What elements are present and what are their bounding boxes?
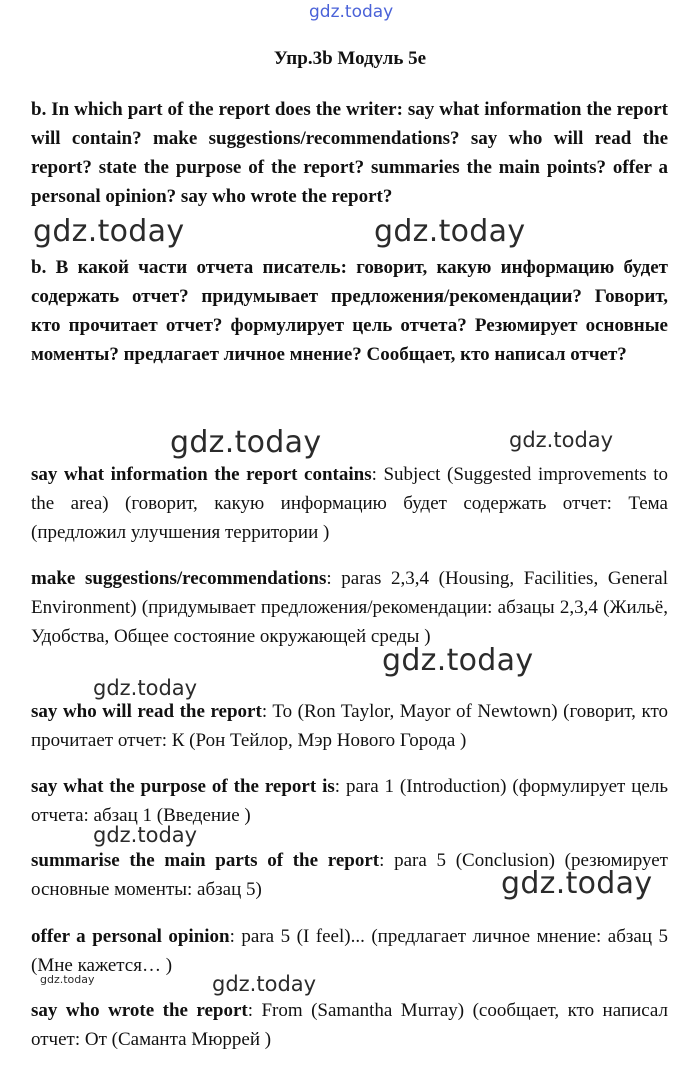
answer-item bbox=[31, 996, 668, 1054]
page-title: Упр.3b Модуль 5е bbox=[273, 48, 427, 69]
answer-text: : To (Ron Taylor, Mayor of Newtown) (говорит, кто прочитает отчет: К (Рон Тейлор, Мэр Нового Города ) bbox=[31, 701, 668, 751]
answer-text: : para 1 (Introduction) (формулирует цель отчета: абзац 1 (Введение ) bbox=[31, 776, 668, 826]
answer-item bbox=[31, 922, 668, 980]
watermark: gdz.today bbox=[501, 866, 653, 901]
watermark: gdz.today bbox=[374, 214, 526, 249]
answer-text: : para 5 (Conclusion) (резюмирует основные моменты: абзац 5) bbox=[31, 850, 668, 900]
answer-term: say what information the report contains bbox=[31, 464, 372, 485]
answer-item bbox=[31, 697, 668, 755]
watermark: gdz.today bbox=[509, 428, 614, 452]
answer-text: : Subject (Suggested improvements to the area) (говорит, какую информацию будет содержать отчет: Тема (предложил улучшения территории ) bbox=[31, 464, 669, 543]
watermark: gdz.today bbox=[93, 823, 198, 847]
answer-item bbox=[31, 564, 668, 651]
watermark: gdz.today bbox=[382, 643, 534, 678]
answer-text: : paras 2,3,4 (Housing, Facilities, General Environment) (придумывает предложения/рекомендации: абзацы 2,3,4 (Жильё, Удобства, Общее состояние окружающей среды ) bbox=[31, 568, 668, 647]
watermark: gdz.today bbox=[212, 972, 317, 996]
watermark: gdz.today bbox=[40, 973, 95, 986]
answer-term: say who will read the report bbox=[31, 701, 262, 722]
answer-term: offer a personal opinion bbox=[31, 926, 230, 947]
answer-item bbox=[31, 772, 668, 830]
answer-item bbox=[31, 460, 668, 547]
answer-term: say who wrote the report bbox=[31, 1000, 248, 1021]
watermark: gdz.today bbox=[170, 425, 322, 460]
watermark: gdz.today bbox=[93, 676, 198, 700]
answer-text: : para 5 (I feel)... (предлагает личное мнение: абзац 5 (Мне кажется… ) bbox=[31, 926, 668, 976]
answer-term: summarise the main parts of the report bbox=[31, 850, 380, 871]
watermark-top: gdz.today bbox=[309, 2, 394, 22]
answer-text: : From (Samantha Murray) (сообщает, кто написал отчет: От (Саманта Мюррей ) bbox=[31, 1000, 668, 1050]
answer-term: make suggestions/recommendations bbox=[31, 568, 327, 589]
answer-term: say what the purpose of the report is bbox=[31, 776, 335, 797]
question-russian: b. В какой части отчета писатель: говорит, какую информацию будет содержать отчет? придумывает предложения/рекомендации? Говорит, кто прочитает отчет? формулирует цель отчета? Резюмирует основные моменты? предлагает личное мнение? Сообщает, кто написал отчет? bbox=[31, 257, 668, 365]
watermark: gdz.today bbox=[33, 214, 185, 249]
question-english: b. In which part of the report does the writer: say what information the report will contain? make suggestions/recommendations? say who will read the report? state the purpose of the report? summaries the main points? offer a personal opinion? say who wrote the report? bbox=[31, 99, 668, 207]
